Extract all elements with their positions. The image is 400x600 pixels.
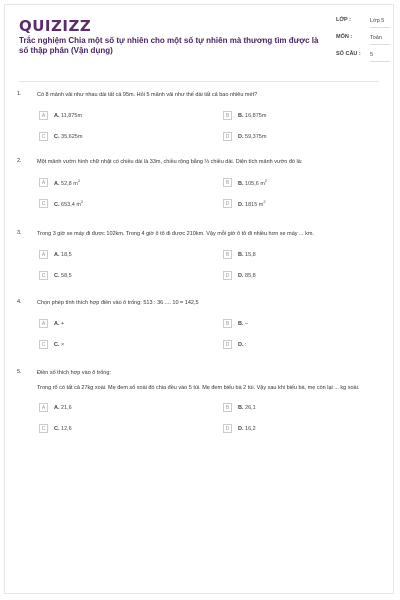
option-value: 35,625m [61, 133, 83, 140]
option-value: × [61, 341, 65, 348]
option-prefix: C. [54, 272, 60, 279]
question-number: 5. [17, 369, 22, 375]
option-value: 15,8 [245, 251, 256, 258]
option-value: 85,8 [245, 272, 256, 279]
option-superscript: 2 [80, 199, 84, 205]
option-b[interactable] [223, 109, 383, 122]
question-number: 2. [17, 158, 22, 164]
option-letter-box: D [223, 199, 232, 208]
option-prefix: A. [54, 251, 60, 258]
quizizz-logo: QUIZIZZ [19, 17, 92, 35]
option-a[interactable] [39, 401, 199, 414]
option-prefix: D. [238, 272, 244, 279]
option-b[interactable] [223, 248, 383, 261]
question-5 [17, 369, 387, 455]
option-a[interactable] [39, 176, 199, 189]
option-letter-box: C [39, 199, 48, 208]
option-value: 59,375m [245, 133, 267, 140]
option-prefix: D. [238, 201, 244, 208]
meta-grade-label: LỚP : [336, 17, 351, 23]
option-superscript: 2 [264, 178, 268, 184]
option-prefix: A. [54, 320, 60, 327]
option-c[interactable] [39, 422, 199, 435]
option-value: 16,875m [245, 112, 267, 119]
option-prefix: A. [54, 404, 60, 411]
option-c[interactable] [39, 338, 199, 351]
option-a[interactable] [39, 248, 199, 261]
option-letter-box: B [223, 319, 232, 328]
worksheet-title: Trắc nghiệm Chia một số tự nhiên cho một số tự nhiên mà thương tìm được là số thập phân (Vận dụng) [19, 36, 319, 55]
question-1 [17, 91, 387, 163]
option-prefix: C. [54, 201, 60, 208]
option-prefix: B. [238, 251, 244, 258]
question-subtext: Trong rổ có tất cả 27kg xoài. Mẹ đem số xoài đó chia đều vào 5 túi. Mẹ đem biếu bà 2 túi. Vậy sau khi biếu bà, mẹ còn lại ... kg xoài. [37, 385, 360, 391]
option-letter-box: A [39, 319, 48, 328]
question-text: Một mảnh vườn hình chữ nhật có chiều dài là 33m, chiều rộng bằng ⅔ chiều dài. Diện tích mảnh vườn đó là: [37, 159, 303, 165]
meta-grade [336, 17, 392, 28]
option-letter-box: D [223, 132, 232, 141]
question-number: 4. [17, 299, 22, 305]
option-letter-box: D [223, 271, 232, 280]
option-value: 26,1 [245, 404, 256, 411]
option-value: 21,6 [61, 404, 72, 411]
option-c[interactable] [39, 197, 199, 210]
question-text: Có 8 mảnh vải như nhau dài tất cả 95m. Hỏi 5 mảnh vải như thế dài tất cả bao nhiêu mét? [37, 92, 258, 98]
meta-subject-value: Toán [370, 34, 390, 45]
meta-count [336, 51, 392, 62]
option-prefix: D. [238, 341, 244, 348]
question-text: Điền số thích hợp vào ô trống: [37, 370, 111, 376]
option-prefix: C. [54, 425, 60, 432]
option-prefix: B. [238, 320, 244, 327]
option-superscript: 2 [77, 178, 81, 184]
option-prefix: A. [54, 112, 60, 119]
option-a[interactable] [39, 109, 199, 122]
option-letter-box: B [223, 178, 232, 187]
header-divider [19, 81, 379, 82]
option-letter-box: C [39, 340, 48, 349]
option-c[interactable] [39, 130, 199, 143]
option-value: – [245, 320, 249, 327]
option-letter-box: C [39, 424, 48, 433]
question-number: 1. [17, 91, 22, 97]
question-text: Chọn phép tính thích hợp điền vào ô trống: 513 : 36 .... 10 = 142,5 [37, 300, 199, 306]
option-d[interactable] [223, 422, 383, 435]
option-value: 58,5 [61, 272, 72, 279]
question-number: 3. [17, 230, 22, 236]
option-value: 18,5 [61, 251, 72, 258]
option-letter-box: A [39, 111, 48, 120]
option-letter-box: B [223, 111, 232, 120]
option-b[interactable] [223, 401, 383, 414]
meta-subject-label: MÔN : [336, 34, 353, 40]
option-b[interactable] [223, 317, 383, 330]
option-value: : [245, 341, 247, 348]
option-letter-box: C [39, 271, 48, 280]
option-value: + [61, 320, 65, 327]
option-letter-box: A [39, 178, 48, 187]
question-4 [17, 299, 387, 371]
worksheet-page [4, 4, 394, 594]
option-superscript: 2 [263, 199, 266, 205]
option-a[interactable] [39, 317, 199, 330]
option-d[interactable] [223, 269, 383, 282]
option-prefix: A. [54, 180, 60, 187]
option-value: 52,8 m [61, 180, 78, 187]
option-prefix: B. [238, 180, 244, 187]
option-prefix: D. [238, 425, 244, 432]
question-text: Trong 3 giờ xe máy đi được 102km. Trong 4 giờ ô tô đi được 210km. Vậy mỗi giờ ô tô đi nhiều hơn xe máy ... km. [37, 231, 315, 237]
option-value: 1815 m [245, 201, 264, 208]
option-d[interactable] [223, 338, 383, 351]
meta-count-label: SỐ CÂU : [336, 51, 361, 57]
option-value: 653,4 m [61, 201, 81, 208]
option-letter-box: D [223, 340, 232, 349]
option-prefix: C. [54, 133, 60, 140]
option-prefix: B. [238, 112, 244, 119]
option-prefix: C. [54, 341, 60, 348]
option-prefix: B. [238, 404, 244, 411]
meta-grade-value: Lớp 5 [370, 17, 390, 28]
question-2 [17, 158, 387, 230]
option-d[interactable] [223, 130, 383, 143]
option-c[interactable] [39, 269, 199, 282]
option-value: 11,875m [61, 112, 83, 119]
meta-count-value: 5 [370, 51, 390, 62]
option-value: 12,6 [61, 425, 72, 432]
option-letter-box: C [39, 132, 48, 141]
meta-subject [336, 34, 392, 45]
option-letter-box: B [223, 403, 232, 412]
option-d[interactable] [223, 197, 383, 210]
option-value: 105,6 m [245, 180, 265, 187]
worksheet-meta [336, 17, 392, 68]
option-letter-box: A [39, 403, 48, 412]
question-3 [17, 230, 387, 302]
option-letter-box: A [39, 250, 48, 259]
option-letter-box: D [223, 424, 232, 433]
option-prefix: D. [238, 133, 244, 140]
option-value: 16,2 [245, 425, 256, 432]
option-letter-box: B [223, 250, 232, 259]
option-b[interactable] [223, 176, 383, 189]
